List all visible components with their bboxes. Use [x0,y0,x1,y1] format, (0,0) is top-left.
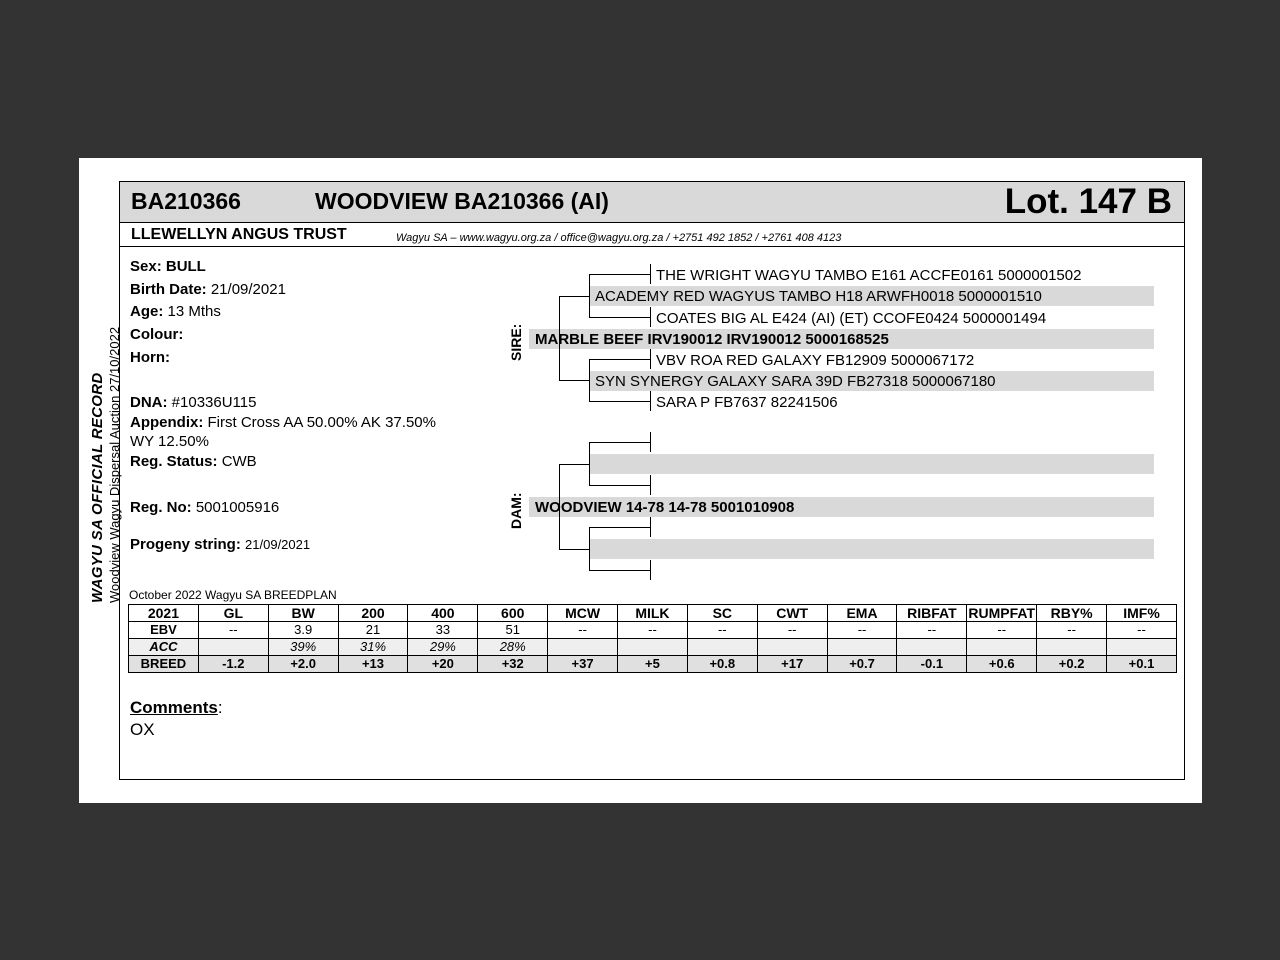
dss-tick [650,432,651,452]
sire-name: MARBLE BEEF IRV190012 IRV190012 5000168525 [535,331,889,348]
sds-tick [650,349,651,369]
table-cell [827,639,897,656]
dna-field: DNA: #10336U115 [130,394,257,411]
table-cell: 600 [478,605,548,622]
table-cell: +0.8 [687,656,757,673]
horn-field: Horn: [130,349,170,366]
table-cell: +0.2 [1037,656,1107,673]
table-cell [967,639,1037,656]
sire-sire-dam: COATES BIG AL E424 (AI) (ET) CCOFE0424 5000001494 [656,310,1047,327]
table-cell: 31% [338,639,408,656]
table-cell: +0.1 [1107,656,1177,673]
colour-field: Colour: [130,326,184,343]
dam-label: DAM: [508,492,524,529]
table-cell: SC [687,605,757,622]
table-cell: MCW [548,605,618,622]
table-cell: 51 [478,622,548,639]
sex-field: Sex: BULL [130,258,206,275]
sire-bracket-bottom [559,380,589,381]
table-cell: +32 [478,656,548,673]
table-cell: BW [268,605,338,622]
table-cell: MILK [618,605,688,622]
breedplan-title: October 2022 Wagyu SA BREEDPLAN [129,588,337,602]
ss-bracket-top [589,274,650,275]
ssd-tick [650,307,651,327]
table-cell [618,639,688,656]
ds-bracket-top [589,442,650,443]
table-cell: -- [618,622,688,639]
table-cell: -- [1107,622,1177,639]
sdd-tick [650,391,651,411]
table-cell: 2021 [129,605,199,622]
sire-sire-sire: THE WRIGHT WAGYU TAMBO E161 ACCFE0161 5000001502 [656,267,1082,284]
table-cell: 3.9 [268,622,338,639]
table-cell: 400 [408,605,478,622]
table-cell: RIBFAT [897,605,967,622]
table-cell [1107,639,1177,656]
sd-bracket-line [589,359,590,402]
reg-status-field: Reg. Status: CWB [130,453,257,470]
owner-row [120,223,1184,247]
ds-bracket-bottom [589,485,650,486]
comments-text: OX [130,720,155,739]
table-cell: RUMPFAT [968,605,1036,621]
dam-bracket-bottom [559,549,589,550]
sss-tick [650,264,651,284]
table-cell: +0.7 [827,656,897,673]
table-cell: -0.1 [897,656,967,673]
table-cell: +13 [338,656,408,673]
dd-bracket-bottom [589,570,650,571]
side-subtitle: Woodview Wagyu Dispersal Auction 27/10/2022 [107,326,122,603]
table-cell: 21 [338,622,408,639]
comments-label: Comments: [130,698,223,717]
table-cell: -- [198,622,268,639]
sd-bracket-bottom [589,401,650,402]
table-cell: -- [897,622,967,639]
lot-number: Lot. 147 B [1004,182,1172,221]
sire-bracket-top [559,296,589,297]
table-cell [757,639,827,656]
table-cell: 200 [338,605,408,622]
age-field: Age: 13 Mths [130,303,221,320]
sire-label: SIRE: [508,323,524,361]
birth-date-field: Birth Date: 21/09/2021 [130,281,286,298]
table-cell: -- [757,622,827,639]
sire-dam-sire: VBV ROA RED GALAXY FB12909 5000067172 [656,352,975,369]
owner-name: LLEWELLYN ANGUS TRUST [131,226,347,243]
table-cell: 39% [268,639,338,656]
ss-bracket-line [589,274,590,317]
breedplan-table [128,604,1177,673]
sire-dam: SYN SYNERGY GALAXY SARA 39D FB27318 5000067180 [595,373,996,390]
dd-bracket-top [589,527,650,528]
reg-no-field: Reg. No: 5001005916 [130,499,280,516]
table-header-row [129,605,1177,622]
sire-sire: ACADEMY RED WAGYUS TAMBO H18 ARWFH0018 5000001510 [595,288,1042,305]
table-cell: GL [198,605,268,622]
ds-bracket-line [589,442,590,485]
ss-bracket-bottom [589,317,650,318]
animal-name: WOODVIEW BA210366 (AI) [315,188,609,214]
table-cell: 33 [408,622,478,639]
ddd-tick [650,560,651,580]
table-cell [687,639,757,656]
table-cell: IMF% [1107,605,1177,622]
table-cell: +2.0 [268,656,338,673]
dsd-tick [650,475,651,495]
table-cell [198,639,268,656]
table-cell: -1.2 [198,656,268,673]
table-cell: EBV [129,622,199,639]
appendix-continued: WY 12.50% [130,433,209,450]
breed-row [129,656,1177,673]
table-cell: -- [548,622,618,639]
table-cell: +5 [618,656,688,673]
sire-dam-dam: SARA P FB7637 82241506 [656,394,838,411]
dd-bracket-line [589,527,590,570]
table-cell: +37 [548,656,618,673]
contact-info: Wagyu SA – www.wagyu.org.za / office@wagyu.org.za / +2751 492 1852 / +2761 408 4123 [396,232,842,244]
table-cell: -- [827,622,897,639]
dam-bracket-top [559,464,589,465]
acc-row [129,639,1177,656]
table-cell: -- [687,622,757,639]
card-header [120,182,1184,223]
dds-tick [650,517,651,537]
table-cell: 28% [478,639,548,656]
ebv-row [129,622,1177,639]
dam-sire-bar [589,454,1154,474]
table-cell [1037,639,1107,656]
table-cell: 29% [408,639,478,656]
table-cell: RBY% [1037,605,1107,622]
appendix-field: Appendix: First Cross AA 50.00% AK 37.50% [130,414,436,431]
side-caption [89,327,122,603]
table-cell: -- [967,622,1037,639]
table-cell [548,639,618,656]
table-cell: +0.6 [967,656,1037,673]
dam-name: WOODVIEW 14-78 14-78 5001010908 [535,499,795,516]
dam-dam-bar [589,539,1154,559]
table-cell: +17 [757,656,827,673]
progeny-field: Progeny string: 21/09/2021 [130,536,311,553]
table-cell: ACC [129,639,199,656]
animal-id: BA210366 [131,188,241,214]
table-cell: CWT [757,605,827,622]
table-cell: -- [1037,622,1107,639]
table-cell: +20 [408,656,478,673]
table-cell: BREED [129,656,199,673]
side-title: WAGYU SA OFFICIAL RECORD [89,372,106,603]
sd-bracket-top [589,359,650,360]
table-cell [897,639,967,656]
table-cell: EMA [827,605,897,622]
